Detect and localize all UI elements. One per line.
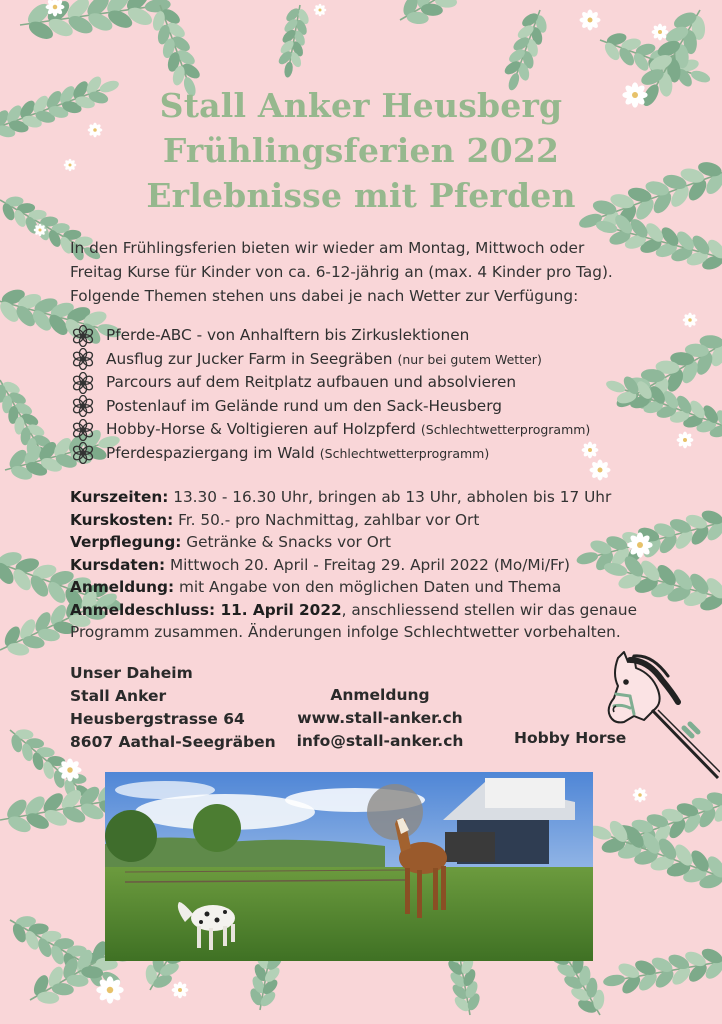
hobby-horse-icon [600,646,720,786]
hobby-horse-label: Hobby Horse [514,729,627,747]
theme-text: Postenlauf im Gelände rund um den Sack-Heusberg [106,396,502,415]
title-line-3: Erlebnisse mit Pferden [146,176,576,215]
theme-item [72,324,672,348]
theme-item [72,395,672,419]
intro-paragraph [70,236,650,308]
detail-kurszeiten [70,486,670,509]
theme-text: Ausflug zur Jucker Farm in Seegräben [106,349,393,368]
theme-item [72,348,672,372]
address-line-2: Stall Anker [70,687,167,705]
detail-verpflegung [70,531,670,554]
address-block [70,662,276,754]
detail-kurskosten [70,509,670,532]
detail-kursdaten [70,554,670,577]
detail-value: Mittwoch 20. April - Freitag 29. April 2022 (Mo/Mi/Fr) [169,555,570,574]
detail-anmeldeschluss [70,599,670,622]
flower-bullet-icon [72,372,94,394]
themes-list [72,324,672,465]
detail-value: Fr. 50.- pro Nachmittag, zahlbar vor Ort [178,510,480,529]
theme-note: (Schlechtwetterprogramm) [319,445,490,461]
title-line-2: Frühlingsferien 2022 [162,131,560,170]
theme-item [72,418,672,442]
theme-item [72,442,672,466]
theme-note: (nur bei gutem Wetter) [397,351,542,367]
detail-label: Kursdaten: [70,555,166,574]
course-details [70,486,670,644]
flower-bullet-icon [72,348,94,370]
detail-value: mit Angabe von den möglichen Daten und Thema [178,578,562,596]
email-link[interactable]: info@stall-anker.ch [296,732,464,750]
detail-anmeldeschluss-line2: Programm zusammen. Änderungen infolge Schlechtwetter vorbehalten. [70,623,621,641]
theme-note: (Schlechtwetterprogramm) [420,422,591,437]
detail-label: Anmeldeschluss: 11. April 2022 [70,600,342,619]
detail-anmeldung [70,576,670,599]
theme-text: Pferdespaziergang im Wald [106,443,315,462]
intro-line-3: Folgende Themen stehen uns dabei je nach Wetter zur Verfügung: [70,287,579,305]
address-line-1: Unser Daheim [70,664,193,682]
theme-text: Parcours auf dem Reitplatz aufbauen und absolvieren [106,373,517,391]
flower-bullet-icon [72,325,94,347]
address-line-3: Heusbergstrasse 64 [70,710,245,728]
title-line-1: Stall Anker Heusberg [159,86,563,125]
detail-value: 13.30 - 16.30 Uhr, bringen ab 13 Uhr, abholen bis 17 Uhr [173,488,612,506]
theme-text: Hobby-Horse & Voltigieren auf Holzpferd [106,420,416,438]
theme-item [72,371,672,395]
intro-line-2: Freitag Kurse für Kinder von ca. 6-12-jährig an (max. 4 Kinder pro Tag). [70,263,613,281]
flower-bullet-icon [72,419,94,441]
registration-heading: Anmeldung [330,686,430,704]
flower-bullet-icon [72,395,94,417]
registration-block [290,684,470,753]
detail-value: , anschliessend stellen wir das genaue [341,600,637,619]
address-line-4: 8607 Aathal-Seegräben [70,733,276,751]
detail-label: Kurskosten: [70,510,174,529]
flower-bullet-icon [72,442,94,464]
website-link[interactable]: www.stall-anker.ch [297,709,463,727]
detail-label: Verpflegung: [70,533,182,551]
intro-line-1: In den Frühlingsferien bieten wir wieder am Montag, Mittwoch oder [70,239,585,257]
detail-value: Getränke & Snacks vor Ort [186,533,392,551]
detail-label: Kurszeiten: [70,488,169,506]
theme-text: Pferde-ABC - von Anhalftern bis Zirkuslektionen [106,326,470,344]
horse-pasture-photo [105,772,593,961]
detail-label: Anmeldung: [70,578,175,596]
